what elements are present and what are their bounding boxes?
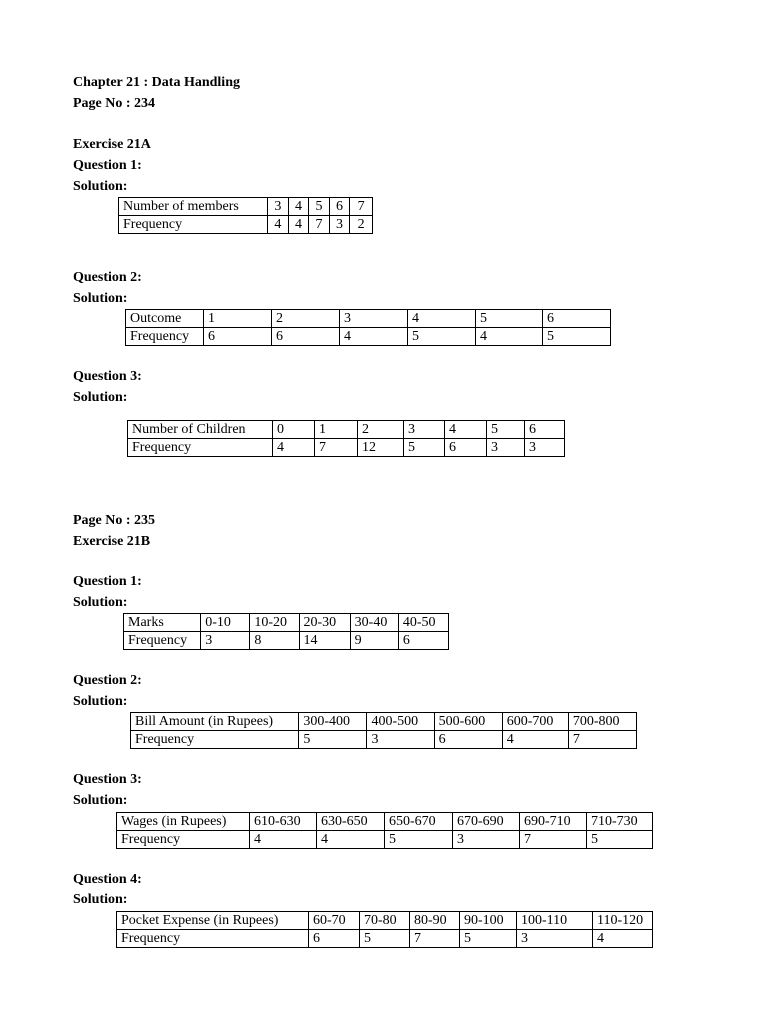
row-label-cell: Number of Children [128, 421, 273, 439]
table-cell: 3 [367, 731, 434, 749]
table-cell: 5 [299, 731, 367, 749]
table-cell: 650-670 [385, 813, 453, 831]
table-cell: 5 [587, 831, 653, 849]
table-header-row [117, 813, 653, 831]
table-cell: 6 [398, 632, 448, 650]
table-frequency-row [117, 831, 653, 849]
row-label-cell: Number of members [119, 198, 268, 216]
question-2-label: Question 2: [73, 673, 142, 688]
table-cell: 7 [309, 216, 330, 234]
table-cell: 1 [315, 421, 358, 439]
table-cell: 2 [358, 421, 404, 439]
row-label-cell: Frequency [126, 328, 204, 346]
table-cell: 5 [460, 930, 517, 948]
table-header-row [117, 912, 653, 930]
question-1-label: Question 1: [73, 574, 142, 589]
table-cell: 500-600 [434, 713, 502, 731]
table-cell: 5 [385, 831, 453, 849]
table-frequency-row [117, 930, 653, 948]
table-frequency-row [128, 439, 565, 457]
exercise-21a-heading: Exercise 21A [73, 137, 151, 152]
row-label-cell: Bill Amount (in Rupees) [131, 713, 299, 731]
table-cell: 690-710 [520, 813, 587, 831]
row-label-cell: Frequency [117, 831, 250, 849]
row-label-cell: Marks [124, 614, 201, 632]
table-cell: 2 [350, 216, 373, 234]
table-cell: 3 [268, 198, 289, 216]
table-cell: 4 [250, 831, 317, 849]
table-cell: 3 [340, 310, 408, 328]
row-label-cell: Frequency [119, 216, 268, 234]
table-cell: 670-690 [453, 813, 520, 831]
table-cell: 7 [315, 439, 358, 457]
row-label-cell: Outcome [126, 310, 204, 328]
table-cell: 3 [453, 831, 520, 849]
table-cell: 5 [360, 930, 410, 948]
table-cell: 4 [288, 198, 309, 216]
frequency-table-pocket-expense [116, 911, 653, 948]
row-label-cell: Frequency [131, 731, 299, 749]
table-cell: 5 [404, 439, 445, 457]
table-frequency-row [119, 216, 373, 234]
table-cell: 4 [593, 930, 653, 948]
question-4-label: Question 4: [73, 872, 142, 887]
table-cell: 6 [329, 198, 350, 216]
exercise-21b-heading: Exercise 21B [73, 534, 151, 549]
table-cell: 6 [525, 421, 565, 439]
table-cell: 7 [350, 198, 373, 216]
solution-label: Solution: [73, 694, 128, 709]
table-cell: 60-70 [309, 912, 360, 930]
table-header-row [119, 198, 373, 216]
solution-label: Solution: [73, 179, 128, 194]
table-cell: 1 [204, 310, 272, 328]
solution-label: Solution: [73, 390, 128, 405]
table-cell: 6 [543, 310, 611, 328]
question-3-label: Question 3: [73, 369, 142, 384]
table-cell: 0-10 [201, 614, 250, 632]
solution-label: Solution: [73, 595, 128, 610]
table-cell: 4 [502, 731, 568, 749]
table-cell: 3 [525, 439, 565, 457]
table-cell: 4 [317, 831, 385, 849]
table-cell: 10-20 [250, 614, 299, 632]
frequency-table-marks [123, 613, 449, 650]
table-header-row [124, 614, 449, 632]
frequency-table-children [127, 420, 565, 457]
table-cell: 3 [201, 632, 250, 650]
frequency-table-outcome [125, 309, 611, 346]
table-cell: 3 [329, 216, 350, 234]
table-cell: 7 [410, 930, 460, 948]
table-cell: 110-120 [593, 912, 653, 930]
page-number-235: Page No : 235 [73, 513, 156, 528]
table-cell: 4 [476, 328, 543, 346]
table-cell: 630-650 [317, 813, 385, 831]
frequency-table-members [118, 197, 373, 234]
table-cell: 6 [204, 328, 272, 346]
table-cell: 100-110 [517, 912, 593, 930]
table-cell: 90-100 [460, 912, 517, 930]
frequency-table-wages [116, 812, 653, 849]
table-cell: 700-800 [568, 713, 636, 731]
table-cell: 3 [517, 930, 593, 948]
table-cell: 40-50 [398, 614, 448, 632]
solution-label: Solution: [73, 291, 128, 306]
table-cell: 12 [358, 439, 404, 457]
row-label-cell: Frequency [124, 632, 201, 650]
table-cell: 4 [340, 328, 408, 346]
table-cell: 5 [476, 310, 543, 328]
table-frequency-row [124, 632, 449, 650]
table-cell: 70-80 [360, 912, 410, 930]
table-cell: 5 [309, 198, 330, 216]
table-cell: 4 [288, 216, 309, 234]
table-cell: 710-730 [587, 813, 653, 831]
table-cell: 9 [350, 632, 398, 650]
table-cell: 6 [272, 328, 340, 346]
table-header-row [128, 421, 565, 439]
page-number-234: Page No : 234 [73, 96, 156, 111]
table-cell: 2 [272, 310, 340, 328]
table-cell: 4 [445, 421, 487, 439]
table-cell: 4 [273, 439, 315, 457]
table-cell: 300-400 [299, 713, 367, 731]
table-cell: 20-30 [299, 614, 350, 632]
row-label-cell: Pocket Expense (in Rupees) [117, 912, 309, 930]
table-cell: 30-40 [350, 614, 398, 632]
table-frequency-row [126, 328, 611, 346]
table-cell: 3 [404, 421, 445, 439]
table-cell: 400-500 [367, 713, 434, 731]
table-cell: 80-90 [410, 912, 460, 930]
table-cell: 610-630 [250, 813, 317, 831]
table-frequency-row [131, 731, 637, 749]
table-header-row [131, 713, 637, 731]
table-cell: 8 [250, 632, 299, 650]
table-cell: 4 [268, 216, 289, 234]
table-cell: 7 [568, 731, 636, 749]
row-label-cell: Wages (in Rupees) [117, 813, 250, 831]
table-cell: 3 [487, 439, 525, 457]
solution-label: Solution: [73, 892, 128, 907]
question-2-label: Question 2: [73, 270, 142, 285]
question-3-label: Question 3: [73, 772, 142, 787]
chapter-title: Chapter 21 : Data Handling [73, 75, 240, 90]
table-cell: 6 [445, 439, 487, 457]
solution-label: Solution: [73, 793, 128, 808]
table-cell: 0 [273, 421, 315, 439]
table-cell: 7 [520, 831, 587, 849]
table-cell: 14 [299, 632, 350, 650]
table-header-row [126, 310, 611, 328]
frequency-table-bill-amount [130, 712, 637, 749]
table-cell: 5 [543, 328, 611, 346]
question-1-label: Question 1: [73, 158, 142, 173]
table-cell: 4 [408, 310, 476, 328]
table-cell: 5 [408, 328, 476, 346]
table-cell: 600-700 [502, 713, 568, 731]
row-label-cell: Frequency [128, 439, 273, 457]
row-label-cell: Frequency [117, 930, 309, 948]
table-cell: 5 [487, 421, 525, 439]
table-cell: 6 [434, 731, 502, 749]
table-cell: 6 [309, 930, 360, 948]
